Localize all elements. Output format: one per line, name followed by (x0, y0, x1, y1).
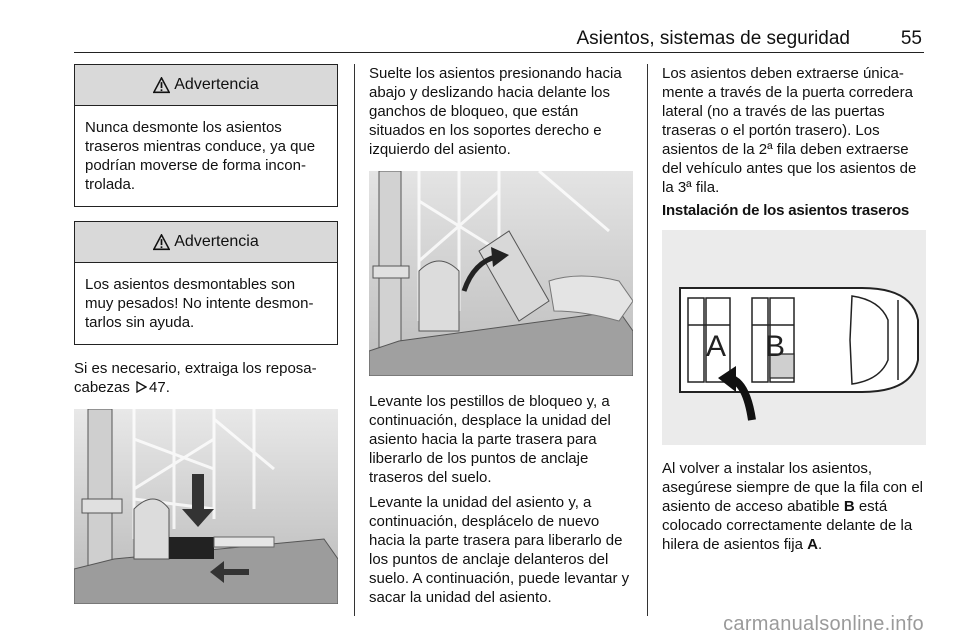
headrest-paragraph (74, 359, 338, 397)
column-divider-1 (354, 64, 355, 616)
column-1 (74, 64, 338, 604)
warning-header-2 (75, 222, 337, 263)
seat-layout-drawing (662, 230, 926, 445)
column-divider-2 (647, 64, 648, 616)
seat-lock-drawing-2 (369, 171, 633, 376)
column-3 (662, 64, 926, 554)
reinstall-row-b: B (843, 498, 855, 515)
reinstall-text-end: . (817, 536, 823, 553)
warning-title-1: Advertencia (174, 76, 259, 93)
removal-paragraph: Los asientos deben extraerse únicamente a través de la puerta corredera lateral (no a través de las puertas traseras o el portón trasero). Los asientos de la 2ª fila deben extraerse del vehículo antes que los asientos de la 3ª fila. (662, 65, 917, 196)
header-title: Asientos, sistemas de seguridad (576, 28, 850, 49)
page-header (74, 26, 924, 53)
installation-subheading: Instalación de los asientos traseros (662, 202, 910, 219)
warning-title-2: Advertencia (174, 233, 259, 250)
headrest-page-ref: 47. (149, 379, 170, 396)
reinstall-paragraph (662, 459, 926, 554)
warning-text-1: Nunca desmonte los asientos traseros mientras conduce, ya que podrían moverse de forma incontrolada. (85, 119, 316, 193)
seat-row-b-label: B (765, 330, 786, 363)
reinstall-text-2: está colocado correctamente delante de la hilera de asientos fija (662, 498, 913, 553)
warning-triangle-icon (153, 77, 170, 94)
warning-header-1 (75, 65, 337, 106)
warning-box-2 (74, 221, 338, 345)
lift-latch-paragraph: Levante los pestillos de bloqueo y, a continuación, desplace la unidad del asiento hacia la parte trasera para liberarlo de los puntos de anclaje traseros del suelo. (369, 393, 611, 486)
warning-box-1 (74, 64, 338, 207)
warning-triangle-icon (153, 234, 170, 251)
reinstall-row-a: A (807, 536, 818, 553)
warning-text-2: Los asientos desmontables son muy pesados! No intente desmontarlos sin ayuda. (85, 276, 314, 331)
seat-layout-diagram (662, 230, 926, 445)
seat-lock-illustration-1 (74, 409, 338, 604)
column-2 (369, 64, 633, 607)
seat-row-a-label: A (706, 330, 727, 363)
release-paragraph: Suelte los asientos presionando hacia abajo y deslizando hacia delante los ganchos de bloqueo, que están situados en los soportes derecho e izquierdo del asiento. (369, 65, 622, 158)
seat-lock-illustration-2 (369, 171, 633, 376)
seat-lock-drawing-1 (74, 409, 338, 604)
page-number: 55 (900, 28, 922, 49)
headrest-text: Si es necesario, extraiga los reposacabezas (74, 360, 317, 396)
lift-seat-paragraph: Levante la unidad del asiento y, a continuación, desplácelo de nuevo hacia la parte trasera para liberarlo de los puntos de anclaje delanteros del suelo. A continuación, puede levantar y sacar la unidad del asiento. (369, 494, 630, 606)
page-reference-icon (136, 381, 147, 393)
reinstall-text-1: Al volver a instalar los asientos, asegúrese siempre de que la fila con el asiento de acceso abatible (662, 460, 923, 515)
watermark: carmanualsonline.info (723, 613, 924, 635)
